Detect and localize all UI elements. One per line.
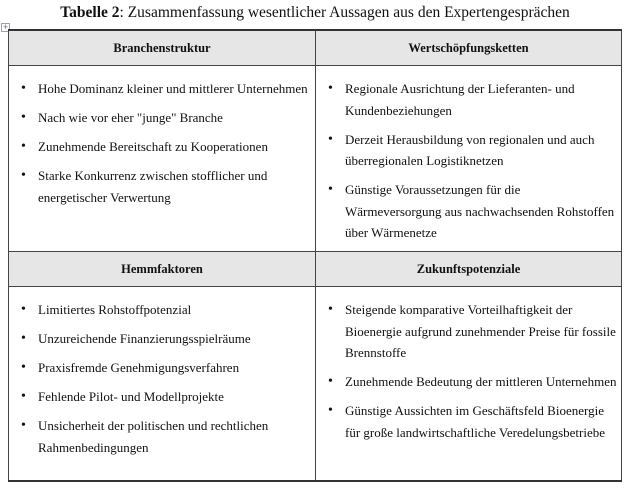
content-row-2: [9, 287, 622, 482]
bullet-list: [9, 78, 315, 208]
header-wertschoepfungsketten: Wertschöpfungsketten: [316, 30, 622, 66]
list-item: • Derzeit Herausbildung von regionalen und auch überregionalen Logistiknetzen: [345, 129, 617, 172]
header-row-2: [9, 252, 622, 287]
list-item: • Zunehmende Bedeutung der mittleren Unternehmen: [345, 371, 617, 393]
list-item: • Limitiertes Rohstoffpotenzial: [38, 299, 311, 321]
list-item: • Hohe Dominanz kleiner und mittlerer Unternehmen: [38, 78, 311, 100]
list-item: • Unsicherheit der politischen und rechtlichen Rahmenbedingungen: [38, 415, 311, 458]
list-item: • Regionale Ausrichtung der Lieferanten- und Kundenbeziehungen: [345, 78, 617, 121]
list-item: • Steigende komparative Vorteilhaftigkeit der Bioenergie aufgrund zunehmender Preise für fossile Brennstoffe: [345, 299, 617, 364]
caption-text: : Zusammenfassung wesentlicher Aussagen aus den Expertengesprächen: [119, 4, 570, 21]
caption-label: Tabelle 2: [60, 4, 120, 21]
list-item: • Fehlende Pilot- und Modellprojekte: [38, 386, 311, 408]
content-row-1: [9, 66, 622, 252]
header-hemmfaktoren: Hemmfaktoren: [9, 252, 316, 287]
list-item: • Praxisfremde Genehmigungsverfahren: [38, 357, 311, 379]
cell-wertschoepfungsketten: [316, 66, 622, 252]
list-item: • Starke Konkurrenz zwischen stofflicher und energetischer Verwertung: [38, 165, 311, 208]
bullet-list: [316, 78, 621, 244]
cell-zukunftspotenziale: [316, 287, 622, 482]
cell-branchenstruktur: [9, 66, 316, 252]
bullet-list: [9, 299, 315, 458]
list-item: • Günstige Aussichten im Geschäftsfeld Bioenergie für große landwirtschaftliche Veredelungsbetriebe: [345, 400, 617, 443]
bullet-list: [316, 299, 621, 443]
table-caption: [0, 4, 630, 22]
summary-table: [8, 29, 622, 482]
header-row-1: [9, 30, 622, 66]
list-item: • Günstige Voraussetzungen für die Wärmeversorgung aus nachwachsenden Rohstoffen über Wärmenetze: [345, 179, 617, 244]
list-item: • Nach wie vor eher "junge" Branche: [38, 107, 311, 129]
header-branchenstruktur: Branchenstruktur: [9, 30, 316, 66]
table-move-handle-icon[interactable]: +: [2, 23, 9, 31]
header-zukunftspotenziale: Zukunftspotenziale: [316, 252, 622, 287]
list-item: • Zunehmende Bereitschaft zu Kooperationen: [38, 136, 311, 158]
cell-hemmfaktoren: [9, 287, 316, 482]
list-item: • Unzureichende Finanzierungsspielräume: [38, 328, 311, 350]
